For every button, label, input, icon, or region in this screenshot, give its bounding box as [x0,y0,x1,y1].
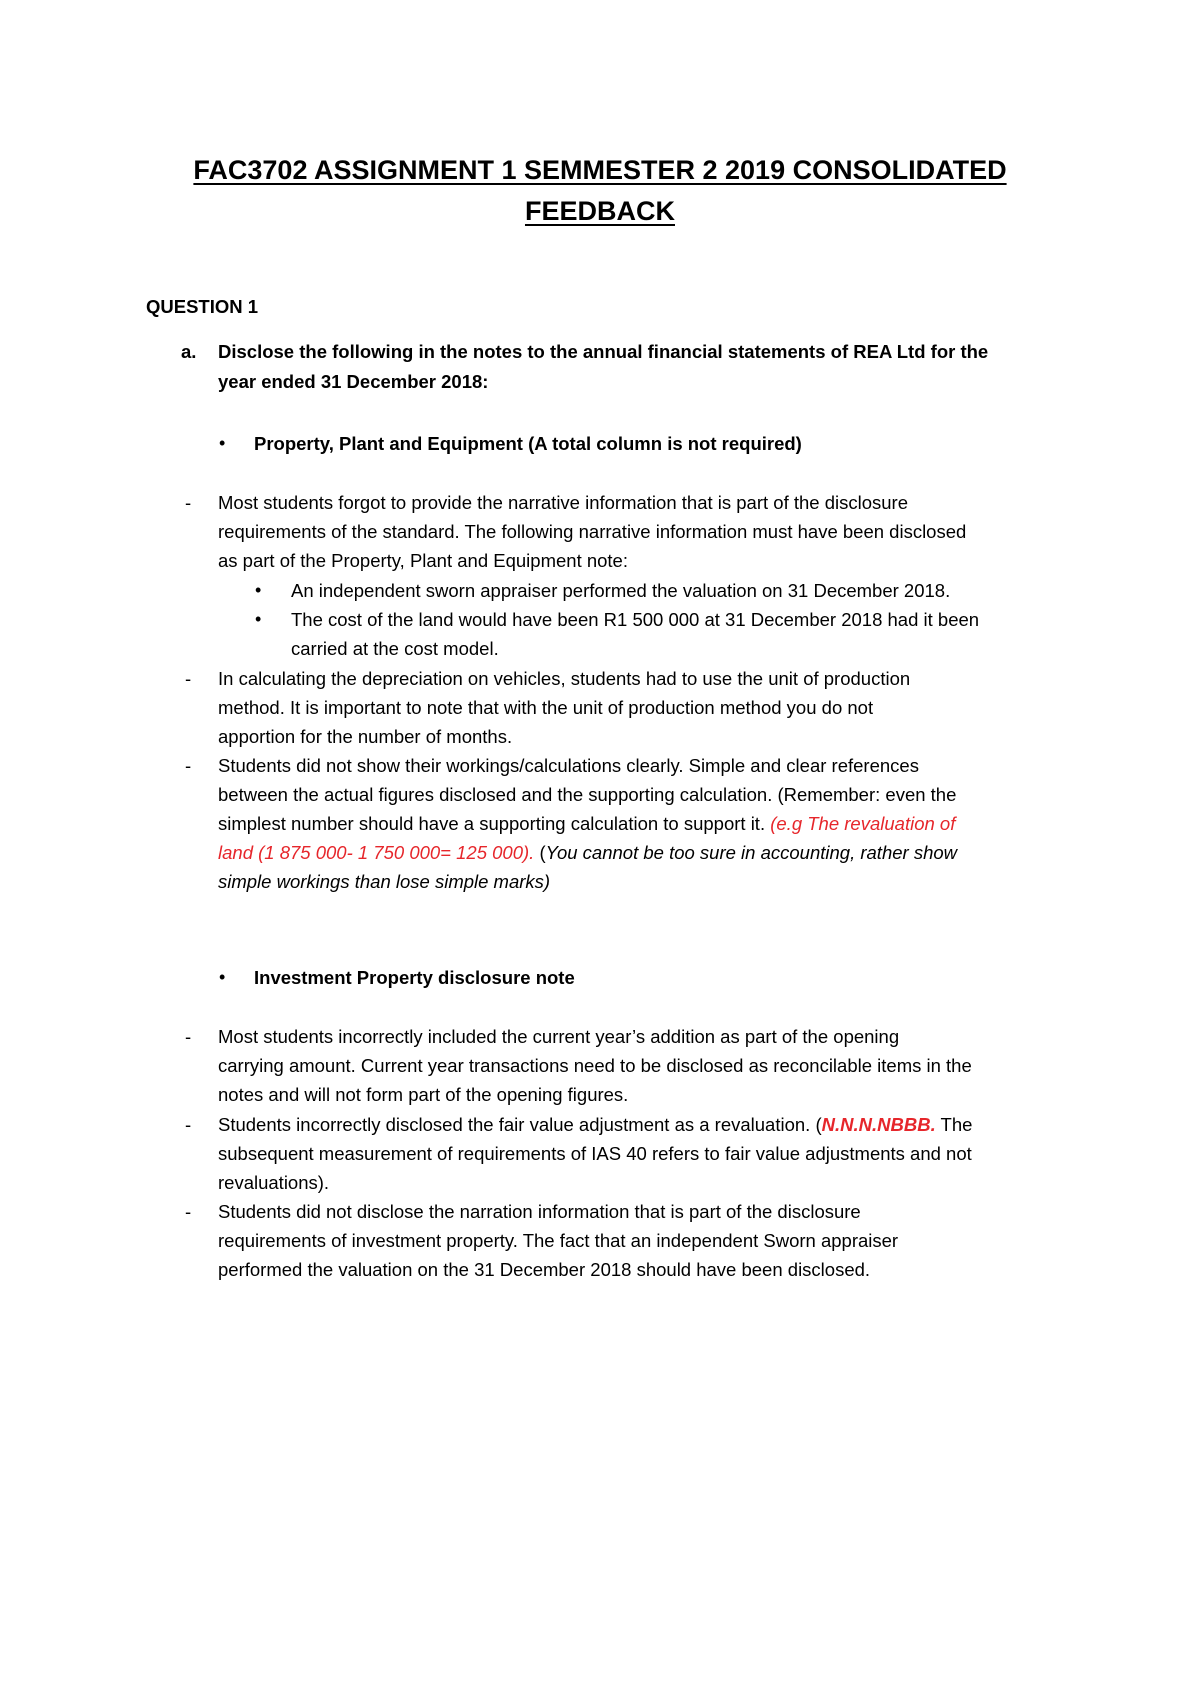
part-a-line-2: year ended 31 December 2018: [218,371,489,392]
ip-point-2-line-3: revaluations). [218,1172,330,1193]
ip-point-3-line-2: requirements of investment property. The fact that an independent Sworn appraiser [218,1230,899,1251]
ip-heading: Investment Property disclosure note [254,967,575,988]
ppe-point-3-line-3-plain: simplest number should have a supporting calculation to support it. [218,813,771,834]
title-line-1: FAC3702 ASSIGNMENT 1 SEMMESTER 2 2019 CONSOLIDATED [193,155,1007,185]
ppe-point-3-line-3 [218,809,955,838]
ppe-point-2-dash: - [185,668,192,689]
title-line-2: FEEDBACK [524,196,675,226]
ip-point-2-line-1-plain: Students incorrectly disclosed the fair value adjustment as a revaluation. ( [218,1114,822,1135]
ppe-point-2-line-2: method. It is important to note that with the unit of production method you do not [218,697,874,718]
ip-point-2-line-1 [218,1110,972,1139]
ip-point-2-dash: - [185,1114,192,1135]
ip-point-1-line-2: carrying amount. Current year transactions need to be disclosed as reconcilable items in the [218,1055,972,1076]
sub-bullet-2-line-2: carried at the cost model. [291,638,499,659]
ip-point-3-line-3: performed the valuation on the 31 December 2018 should have been disclosed. [218,1259,871,1280]
ip-point-1-line-1: Most students incorrectly included the current year’s addition as part of the opening [218,1026,900,1047]
ip-point-2-line-1-red: N.N.N.NBBB. [821,1114,936,1135]
ip-point-3-dash: - [185,1201,192,1222]
part-a-line-1: Disclose the following in the notes to the annual financial statements of REA Ltd for the [218,341,989,362]
ppe-point-1-line-3: as part of the Property, Plant and Equipment note: [218,550,628,571]
part-a-marker: a. [181,341,197,362]
ppe-point-2-line-1: In calculating the depreciation on vehicles, students had to use the unit of production [218,668,911,689]
ppe-point-3-line-1: Students did not show their workings/calculations clearly. Simple and clear references [218,755,919,776]
ppe-bullet-icon: • [219,433,226,453]
ppe-point-3-line-4-plain: ( [534,842,546,863]
sub-bullet-2-icon: • [255,609,262,629]
ppe-point-2-line-3: apportion for the number of months. [218,726,513,747]
ppe-point-3-line-4 [218,838,957,867]
document-title [0,150,1200,232]
ppe-point-1-line-2: requirements of the standard. The following narrative information must have been disclosed [218,521,967,542]
ppe-point-3-line-5: simple workings than lose simple marks) [218,871,551,892]
ppe-point-3-line-3-red: (e.g The revaluation of [770,813,956,834]
ip-bullet-icon: • [219,967,226,987]
ppe-heading: Property, Plant and Equipment (A total column is not required) [254,433,802,454]
ip-point-3-line-1: Students did not disclose the narration information that is part of the disclosure [218,1201,861,1222]
ip-point-2-line-1-tail: The [935,1114,973,1135]
ppe-point-3-line-4-italic: You cannot be too sure in accounting, rather show [545,842,958,863]
ip-point-1-line-3: notes and will not form part of the opening figures. [218,1084,629,1105]
sub-bullet-1-icon: • [255,580,262,600]
ppe-point-3-line-2: between the actual figures disclosed and the supporting calculation. (Remember: even the [218,784,957,805]
ip-point-2-line-2: subsequent measurement of requirements of IAS 40 refers to fair value adjustments and not [218,1143,972,1164]
sub-bullet-2-line-1: The cost of the land would have been R1 500 000 at 31 December 2018 had it been [291,609,980,630]
ip-point-1-dash: - [185,1026,192,1047]
ppe-point-3-line-4-red: land (1 875 000- 1 750 000= 125 000). [218,842,535,863]
ppe-point-1-dash: - [185,492,192,513]
ppe-point-1-line-1: Most students forgot to provide the narrative information that is part of the disclosure [218,492,908,513]
ppe-point-3-dash: - [185,755,192,776]
sub-bullet-1-line-1: An independent sworn appraiser performed the valuation on 31 December 2018. [291,580,951,601]
question-heading: QUESTION 1 [146,296,259,317]
